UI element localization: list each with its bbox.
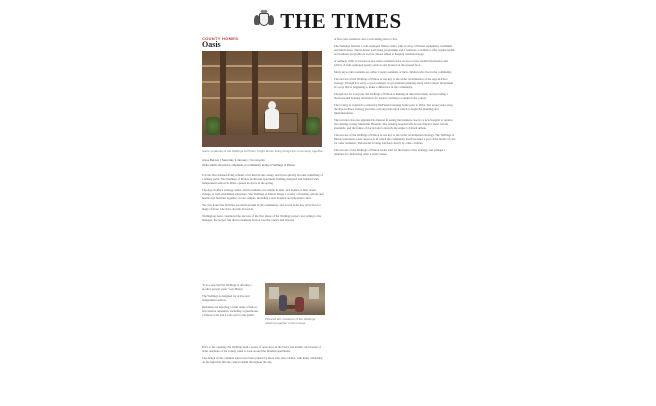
- inset-photo-caption: Pictured left: residents of the Wellings relaxing together in the lounge: [265, 317, 316, 325]
- body-paragraph: "It is a step that the Wellings is offering a product people want," says Henry.: [202, 283, 252, 291]
- body-paragraph: The Age-in-Place strategy, under which residents can remain in their own homes as their needs change, is well established elsewhere. The Wellings of Pinion brings a variety of housing options and health care facilities together on one campus, including a new hospital and physician clinic.: [202, 188, 324, 200]
- body-paragraph: The success of the Wellings of Pinion is one key to the wider revitalisation strategy. The Wellings of Pinion represents a new approach, in which the community itself becomes a part of the model of care for older residents. This model is being watched closely by other counties.: [334, 133, 456, 145]
- main-photo: [202, 51, 322, 147]
- body-paragraph: It is the first assisted-living scheme of its kind in the county, and it has quickly become something of a talking point. The Wellings of Pinion, an 86-unit apartment building designed and finished with independent seniors in mind, opened its doors in the spring.: [202, 173, 323, 185]
- inset-photo: [265, 283, 325, 315]
- body-column-left-middle: [202, 283, 260, 320]
- masthead: [0, 10, 656, 32]
- body-paragraph: The success of the Wellings of Pinion is one key to the wider revitalisation of the Age-in-Place strategy. Though it is early, a good example of government planning along with a major investment in a way that is beginning to make a difference in the community.: [334, 77, 454, 89]
- body-paragraph: Though not for everyone, the Wellings of Pinion is making an important mark, and providing a much-needed housing alternative for seniors wishing to remain in the county.: [334, 92, 448, 100]
- article-headline: Oasis: [202, 40, 221, 49]
- body-paragraph: A wellness clinic is located on site where residents have access to basic health information and advice. A well-equipped beauty salon is also housed on the ground floor.: [334, 59, 448, 67]
- body-paragraph: Wellingtons have considered the success of the first phase of the Wellings project. According to the manager, the project has drawn residents from across the county and beyond.: [202, 214, 322, 222]
- body-paragraph: Prior to the opening, the Wellings held a series of open days in the lobby and atrium, and dozens of older residents of the county came to look around the finished apartments.: [202, 345, 321, 353]
- body-paragraph: Many says older residents are either County residents or have children who live in the community.: [334, 70, 453, 74]
- body-paragraph: The success of the Wellings of Pinion bodes well for the future of the strategy, and perhaps a template for addressing other County issues.: [334, 148, 446, 156]
- body-column-left-top: [202, 173, 324, 225]
- photo-caption: Some residents of the Wellings at Pinion; bright atrium living brings the community together: [202, 149, 324, 153]
- royal-crest-icon: [254, 12, 274, 30]
- body-column-left-bottom: [202, 345, 324, 367]
- article-byline[interactable]: Anna Benton | Saturday 1 January | Comments: [202, 158, 265, 162]
- section-kicker[interactable]: COUNTY HOMES: [202, 36, 239, 41]
- body-paragraph: Residents are enjoying a wide range of indoor and outdoor amenities, including a greenhouse, a fitness room and a cafe open to the public.: [202, 305, 259, 317]
- body-paragraph: A first-class residence and a welcoming place to live.: [334, 37, 398, 41]
- masthead-title[interactable]: THE TIMES: [280, 8, 402, 33]
- body-paragraph: The Wellings is designed for active and independent seniors.: [202, 294, 250, 302]
- body-column-right: [334, 37, 456, 159]
- body-paragraph: The Wellings features a well-equipped fitness centre with an array of fitness equipment, treadmills and much more. The in-house well-being programme and a wellness coordinator offer regular health and wellness programs as well as classes aimed at keeping residents happy.: [334, 44, 455, 56]
- body-paragraph: Yet, few doubt the facilities are much needed in the community, and access is the key attraction for many of those who have already moved in.: [202, 203, 321, 211]
- body-paragraph: The design of the common spaces has been praised by those who have visited, with many remarking on the light that fills the central atrium throughout the day.: [202, 356, 323, 364]
- article-standfirst: Older adults attracted to emphasis on community living at Wellings of Pinion: [202, 163, 295, 167]
- body-paragraph: The province has also signalled its interest in seeing the business case for a new hospital to replace the existing County Memorial Hospital. The existing hospital will be retrofitted to meet current standards, and the future of the old site is already the subject of much debate.: [334, 118, 453, 130]
- body-paragraph: The County is required to redevelop McFarland nursing home prior to 2024. Just seven years away, the Age-in-Place strategy provides a strong basis upon which to begin the planning and implementation.: [334, 103, 454, 115]
